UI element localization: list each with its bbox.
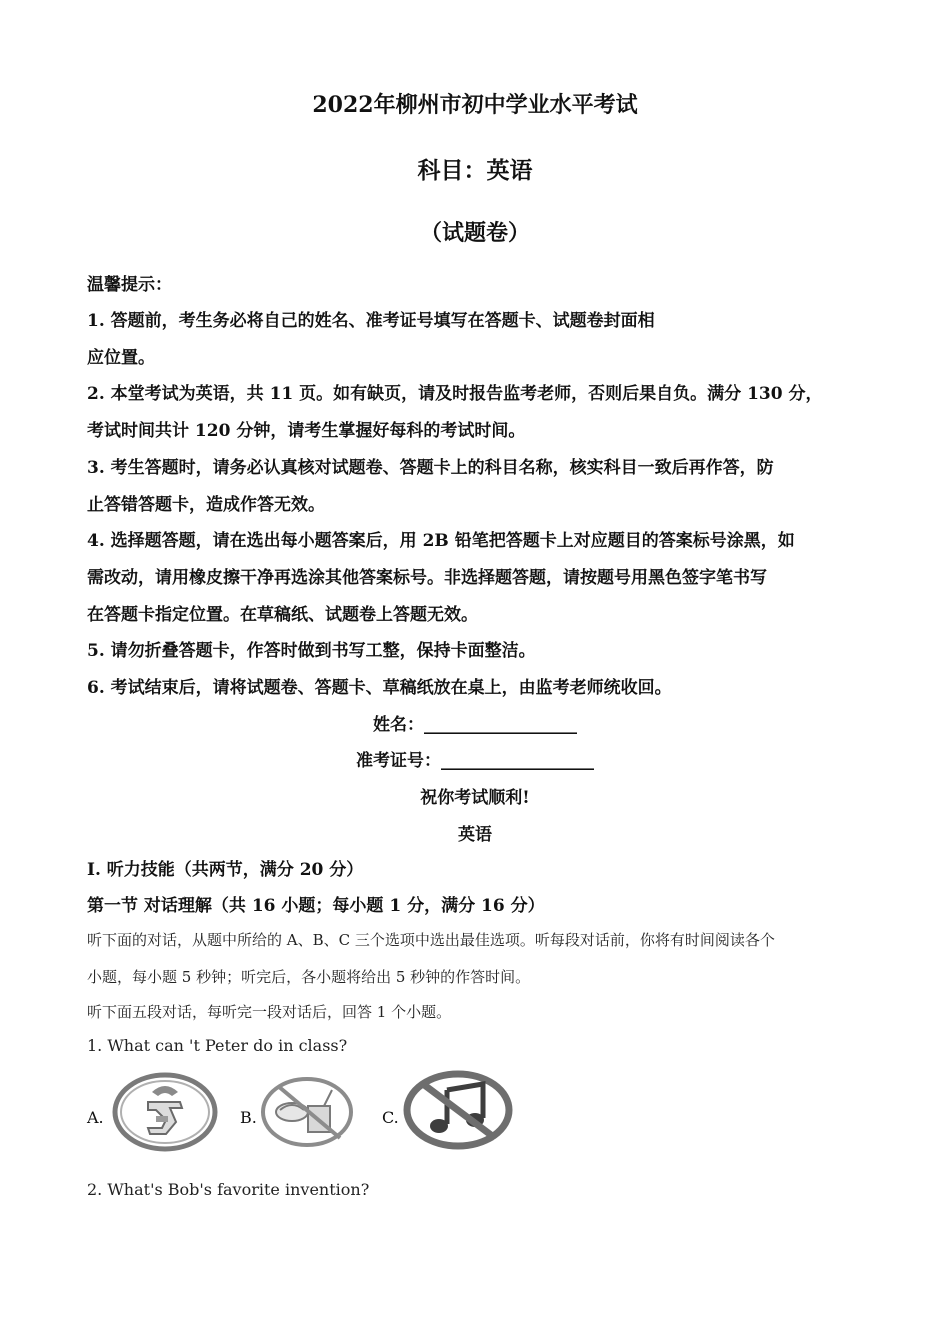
paper-type: （试题卷）	[419, 220, 530, 246]
exam-number-field: 准考证号：__________________	[356, 751, 594, 771]
subject-label: 英语	[458, 825, 492, 845]
subject-heading: 科目：英语	[417, 157, 533, 184]
option-b-label: B.	[240, 1108, 257, 1127]
question-1: 1. What can 't Peter do in class?	[87, 1036, 348, 1055]
notice-line: 3. 考生答题时，请务必认真核对试题卷、答题卡上的科目名称，核实科目一致后再作答，防	[87, 458, 774, 478]
instruction-line: 听下面五段对话，每听完一段对话后，回答 1 个小题。	[87, 1003, 452, 1021]
notice-line: 考试时间共计 120 分钟，请考生掌握好每科的考试时间。	[87, 421, 526, 441]
notice-line: 应位置。	[87, 348, 155, 368]
option-c-label: C.	[382, 1108, 399, 1127]
notice-line: 止答错答题卡，造成作答无效。	[87, 495, 325, 515]
notice-line: 6. 考试结束后，请将试题卷、答题卡、草稿纸放在桌上，由监考老师统收回。	[87, 678, 672, 698]
notice-line: 1. 答题前，考生务必将自己的姓名、准考证号填写在答题卡、试题卷封面相	[87, 311, 655, 331]
no-talking-icon	[112, 1072, 218, 1152]
section-title: 第一节 对话理解（共 16 小题；每小题 1 分，满分 16 分）	[87, 896, 545, 916]
good-luck-text: 祝你考试顺利!	[420, 788, 530, 808]
notice-line: 在答题卡指定位置。在草稿纸、试题卷上答题无效。	[87, 605, 478, 625]
instruction-line: 小题，每小题 5 秒钟；听完后，各小题将给出 5 秒钟的作答时间。	[87, 968, 531, 986]
notice-line: 2. 本堂考试为英语，共 11 页。如有缺页，请及时报告监考老师，否则后果自负。满分 130 分，	[87, 384, 823, 404]
notice-line: 需改动，请用橡皮擦干净再选涂其他答案标号。非选择题答题，请按题号用黑色签字笔书写	[87, 568, 767, 588]
question-2: 2. What's Bob's favorite invention?	[87, 1180, 370, 1199]
no-music-icon	[403, 1070, 513, 1150]
no-food-drink-icon	[260, 1076, 354, 1148]
option-a-label: A.	[87, 1108, 104, 1127]
notice-heading: 温馨提示：	[87, 275, 172, 295]
name-field: 姓名：__________________	[373, 715, 577, 735]
notice-line: 5. 请勿折叠答题卡，作答时做到书写工整，保持卡面整洁。	[87, 641, 536, 661]
exam-title: 2022年柳州市初中学业水平考试	[312, 92, 638, 118]
notice-line: 4. 选择题答题，请在选出每小题答案后，用 2B 铅笔把答题卡上对应题目的答案标号涂黑，如	[87, 531, 795, 551]
part-title: I. 听力技能（共两节，满分 20 分）	[87, 860, 364, 880]
instruction-line: 听下面的对话，从题中所给的 A、B、C 三个选项中选出最佳选项。听每段对话前，你将有时间阅读各个	[87, 931, 775, 949]
